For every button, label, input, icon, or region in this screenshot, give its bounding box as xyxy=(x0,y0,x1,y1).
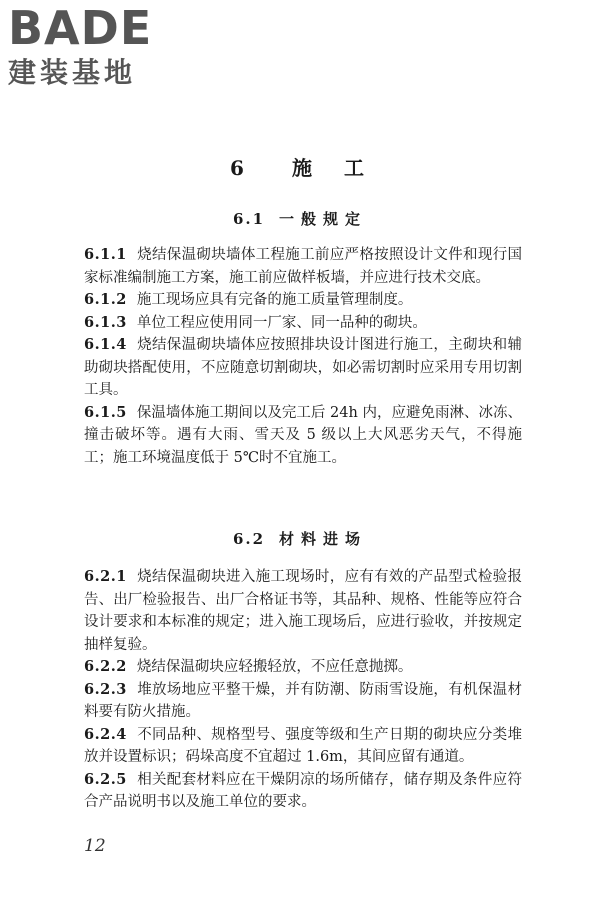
clause-number: 6.2.1 xyxy=(84,568,127,585)
clause xyxy=(84,656,522,679)
clause-number: 6.2.5 xyxy=(84,770,127,788)
clause-text: 烧结保温砌块墙体工程施工前应严格按照设计文件和现行国家标准编制施工方案，施工前应做样板墙，并应进行技术交底。 xyxy=(84,247,522,286)
clause xyxy=(84,769,522,814)
section-number: 6.1 xyxy=(232,210,266,228)
clause-number: 6.1.4 xyxy=(84,336,127,353)
clause-number: 6.2.4 xyxy=(84,725,127,743)
logo xyxy=(8,2,183,90)
chapter-name: 施 工 xyxy=(291,156,370,180)
clause-number: 6.2.3 xyxy=(84,680,127,698)
page-number: 12 xyxy=(84,836,106,856)
section-name: 一般规定 xyxy=(279,210,368,228)
clause xyxy=(84,312,522,335)
clause-text: 不同品种、规格型号、强度等级和生产日期的砌块应分类堆放并设置标识；码垛高度不宜超过 1.6m，其间应留有通道。 xyxy=(84,726,522,765)
clause-number: 6.1.1 xyxy=(84,246,127,263)
clause-text: 施工现场应具有完备的施工质量管理制度。 xyxy=(136,292,413,308)
clause-text: 烧结保温砌块墙体应按照排块设计图进行施工，主砌块和辅助砌块搭配使用，不应随意切割砌块，如必需切割时应采用专用切割工具。 xyxy=(84,337,522,398)
clause xyxy=(84,289,522,312)
section-body xyxy=(84,244,522,469)
section-number: 6.2 xyxy=(232,530,266,548)
clause-text: 烧结保温砌块进入施工现场时，应有有效的产品型式检验报告、出厂检验报告、出厂合格证书等，其品种、规格、性能等应符合设计要求和本标准的规定；进入施工现场后，应进行验收，并按规定抽样复验。 xyxy=(84,569,522,653)
clause xyxy=(84,566,522,656)
clause-text: 保温墙体施工期间以及完工后 24h 内，应避免雨淋、冰冻、撞击破坏等。遇有大雨、雪天及 5 级以上大风恶劣天气，不得施工；施工环境温度低于 5℃时不宜施工。 xyxy=(84,404,522,466)
clause xyxy=(84,334,522,402)
clause-number: 6.2.2 xyxy=(84,658,127,675)
logo-subtitle: 建装基地 xyxy=(8,56,137,89)
section-title xyxy=(0,528,600,549)
clause xyxy=(84,402,522,470)
section-title xyxy=(0,208,600,229)
clause-text: 烧结保温砌块应轻搬轻放，不应任意抛掷。 xyxy=(136,659,413,675)
clause-text: 单位工程应使用同一厂家、同一品种的砌块。 xyxy=(136,314,427,331)
section-name: 材料进场 xyxy=(279,530,368,548)
clause xyxy=(84,244,522,289)
section-body xyxy=(84,566,522,814)
clause-text: 堆放场地应平整干燥，并有防潮、防雨雪设施，有机保温材料要有防火措施。 xyxy=(84,681,522,720)
clause xyxy=(84,679,522,724)
chapter-title xyxy=(0,152,600,181)
chapter-number: 6 xyxy=(230,156,250,180)
clause-number: 6.1.2 xyxy=(84,291,127,308)
clause-number: 6.1.5 xyxy=(84,403,127,421)
clause xyxy=(84,724,522,769)
clause-number: 6.1.3 xyxy=(84,313,127,331)
clause-text: 相关配套材料应在干燥阴凉的场所储存，储存期及条件应符合产品说明书以及施工单位的要求。 xyxy=(84,771,522,810)
logo-brand: BADE xyxy=(8,1,153,55)
